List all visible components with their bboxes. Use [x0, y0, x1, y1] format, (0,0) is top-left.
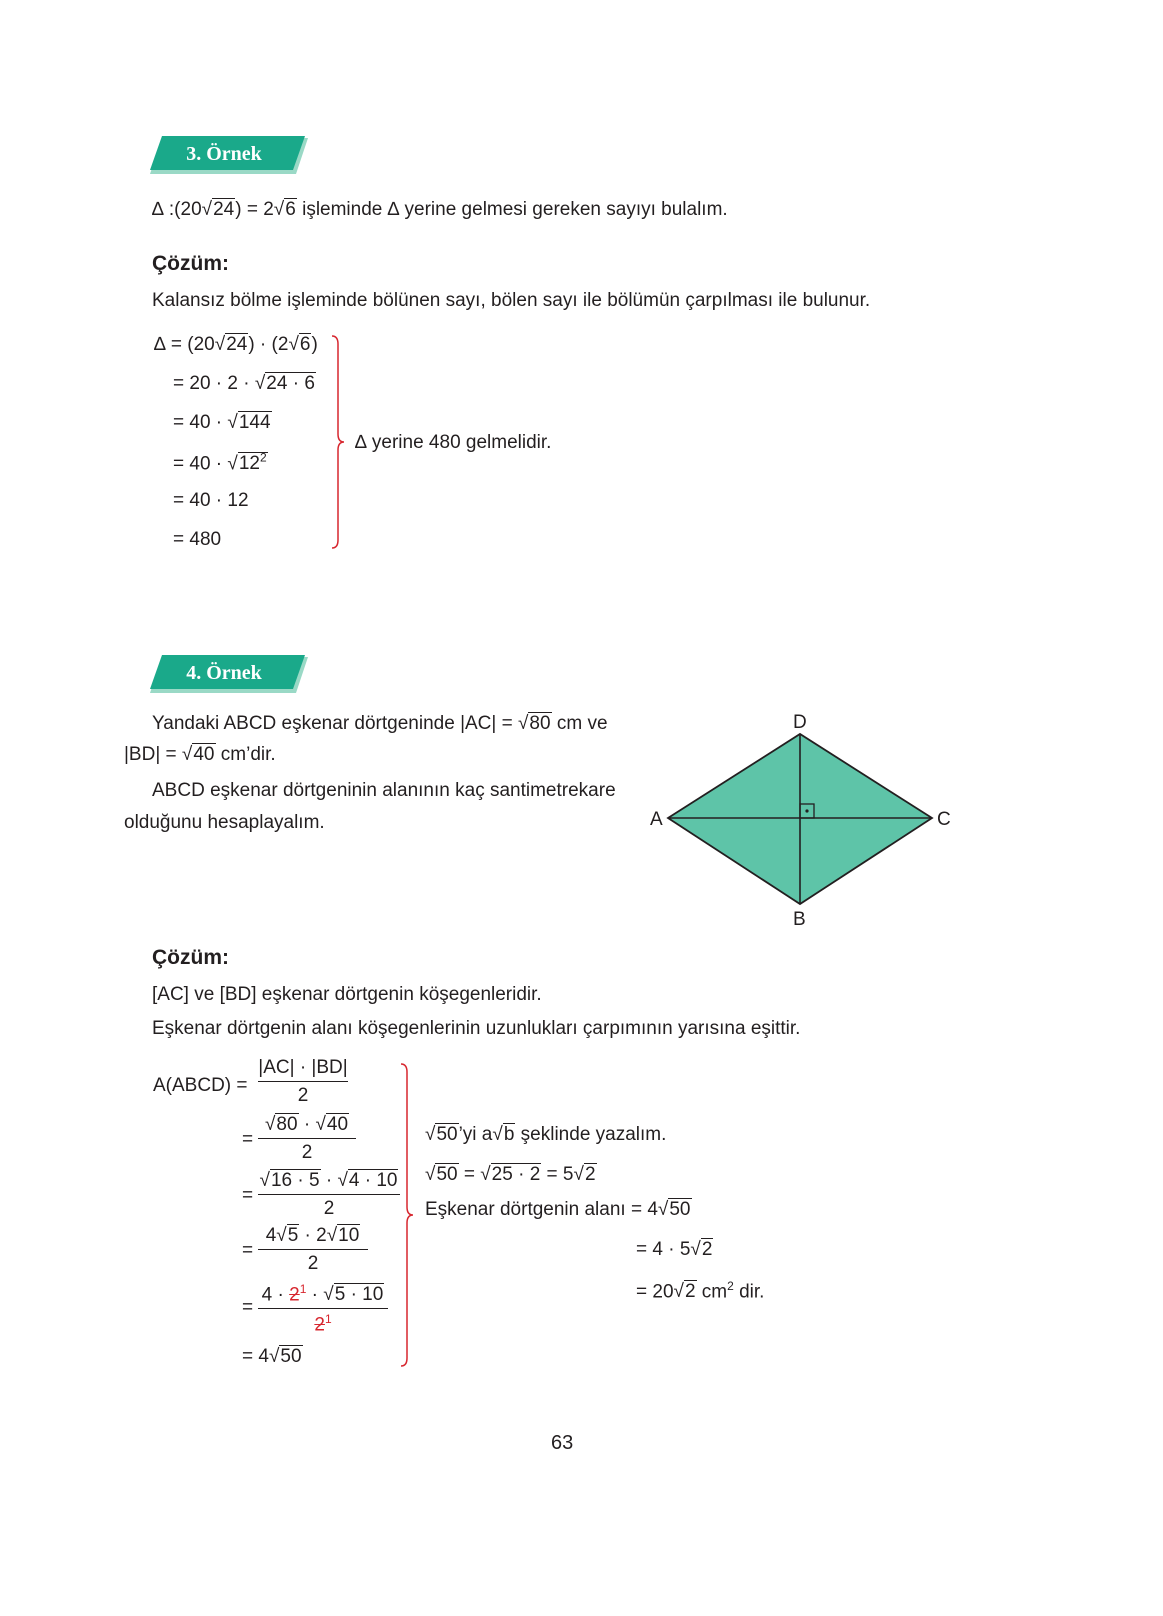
area-final: = 4√50 — [242, 1346, 302, 1367]
solution-heading-2: Çözüm: — [152, 946, 229, 969]
side-line-5: = 20√2 $cm^2$ dir. — [636, 1279, 765, 1303]
fraction-2: $\frac{√80 \cdot √40}{2}$ — [258, 1114, 356, 1164]
side-line-3: Eşkenar dörtgenin alanı = 4√50 — [425, 1199, 691, 1220]
step-1: ∆ = (20√24) · (2√6) — [154, 334, 318, 355]
conclusion: ∆ yerine 480 gelmelidir. — [355, 432, 552, 453]
problem-line-1: Yandaki ABCD eşkenar dörtgeninde |AC| = √80 cm ve — [152, 713, 608, 734]
sqrt: √24 — [201, 199, 235, 220]
fraction-4: $\frac{4√5 \cdot 2√10}{2}$ — [258, 1225, 368, 1275]
problem-line-2: |BD| = √40 cm’dir. — [124, 744, 276, 765]
step-4: = $40 \cdot √12^2$ — [173, 451, 267, 475]
eq-sign: = — [242, 1185, 254, 1206]
area-lhs: A(ABCD) = — [153, 1075, 248, 1096]
solution-line-2: Eşkenar dörtgenin alanı köşegenlerinin uzunlukları çarpımının yarısına eşittir. — [152, 1018, 801, 1039]
side-line-2: √50 = √25 · 2 = 5√2 — [425, 1164, 596, 1185]
example-3-problem: ∆ :(20√24) = 2√6 işleminde ∆ yerine gelmesi gereken sayıyı bulalım. — [152, 199, 728, 220]
step-3: = 40 · √144 — [173, 412, 271, 433]
side-line-1: √50’yi a√b şeklinde yazalım. — [425, 1124, 667, 1145]
solution-line-1: [AC] ve [BD] eşkenar dörtgenin köşegenleridir. — [152, 984, 542, 1005]
step-6: = 480 — [173, 529, 222, 550]
red-brace — [330, 334, 346, 550]
step-2: = 20 · 2 · √24 · 6 — [173, 373, 315, 394]
fraction-3: $\frac{√16 \cdot 5 \cdot √4 \cdot 10}{2}$ — [258, 1170, 400, 1220]
eq-sign: = — [242, 1129, 254, 1150]
side-line-4: = 4 · 5√2 — [636, 1239, 713, 1260]
vertex-label-d: D — [793, 712, 807, 733]
cancelled-two: 2 — [289, 1284, 300, 1306]
vertex-label-a: A — [650, 809, 663, 830]
example-3-badge: 3. Örnek — [150, 136, 310, 176]
page-number: 63 — [551, 1432, 574, 1454]
problem-line-4: olduğunu hesaplayalım. — [124, 812, 325, 833]
vertex-label-c: C — [937, 809, 951, 830]
problem-line-3: ABCD eşkenar dörtgeninin alanının kaç santimetrekare — [152, 780, 616, 801]
solution-heading: Çözüm: — [152, 252, 229, 275]
eq-sign: = — [242, 1297, 254, 1318]
rhombus-figure — [640, 705, 960, 935]
vertex-label-b: B — [793, 909, 806, 930]
eq-sign: = — [242, 1240, 254, 1261]
step-5: = 40 · 12 — [173, 490, 249, 511]
solution-intro: Kalansız bölme işleminde bölünen sayı, bölen sayı ile bölümün çarpılması ile bulunur. — [152, 290, 871, 311]
example-4-badge: 4. Örnek — [150, 655, 310, 695]
red-brace-2 — [399, 1062, 415, 1368]
fraction-1: $\frac{|AC| \cdot |BD|}{2}$ — [258, 1057, 348, 1106]
fraction-5: $\frac{4 \cdot 2^1 \cdot √5 \cdot 10}{2^1}$ — [258, 1282, 388, 1337]
